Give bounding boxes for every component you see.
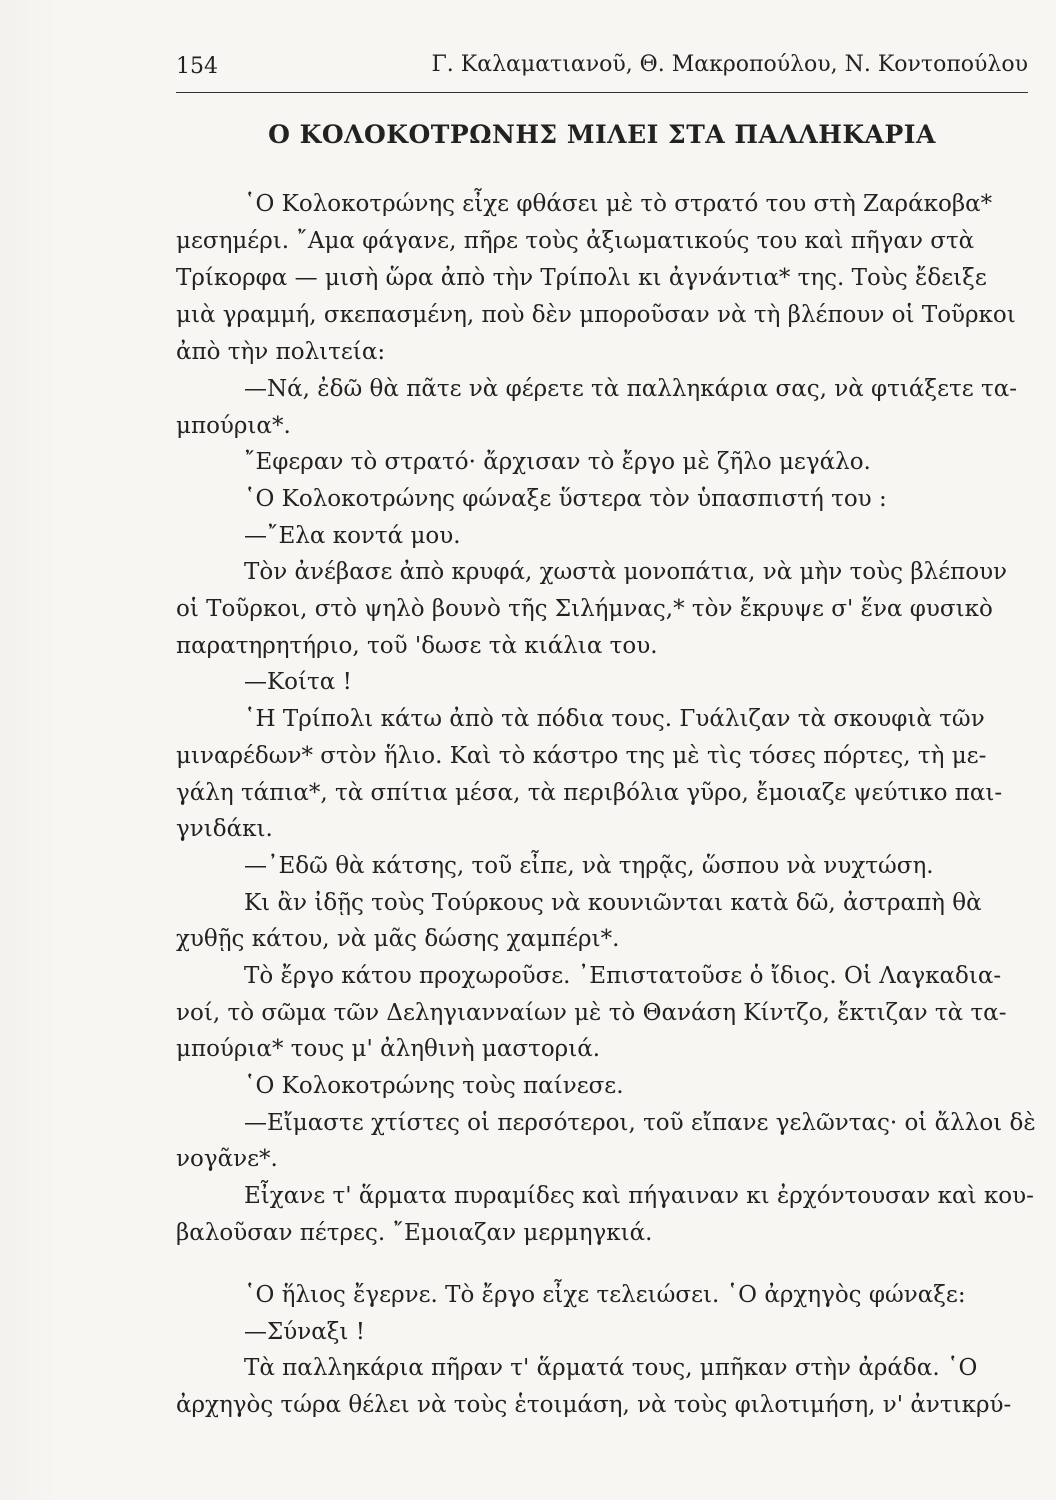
page-number: 154 bbox=[176, 54, 218, 79]
text-line: γάλη τάπια*, τὰ σπίτια μέσα, τὰ περιβόλια γῦρο, ἔμοιαζε ψεύτικο παι- bbox=[176, 780, 1003, 806]
text-line: ῾Ο Κολοκοτρώνης φώναξε ὕστερα τὸν ὑπασπιστή του : bbox=[244, 486, 887, 512]
text-line: μιὰ γραμμή, σκεπασμένη, ποὺ δὲν μποροῦσαν νὰ τὴ βλέπουν οἱ Τοῦρκοι bbox=[176, 302, 1016, 328]
text-line: Κι ἂν ἰδῇς τοὺς Τούρκους νὰ κουνιῶνται κατὰ δῶ, ἀστραπὴ θὰ bbox=[244, 890, 982, 916]
text-line: γνιδάκι. bbox=[176, 816, 273, 842]
text-line: Τὸ ἔργο κάτου προχωροῦσε. ᾿Επιστατοῦσε ὁ ἴδιος. Οἱ Λαγκαδια- bbox=[244, 963, 1002, 989]
text-line: —᾿Εδῶ θὰ κάτσης, τοῦ εἶπε, νὰ τηρᾷς, ὥσπου νὰ νυχτώση. bbox=[244, 853, 934, 879]
text-line: Τὸν ἀνέβασε ἀπὸ κρυφά, χωστὰ μονοπάτια, νὰ μὴν τοὺς βλέπουν bbox=[244, 559, 1008, 585]
running-head: Γ. Καλαματιανοῦ, Θ. Μακροπούλου, Ν. Κοντοπούλου bbox=[431, 52, 1028, 77]
text-line: Τὰ παλληκάρια πῆραν τ' ἅρματά τους, μπῆκαν στὴν ἀράδα. ῾Ο bbox=[244, 1355, 978, 1381]
text-line: Εἶχανε τ' ἅρματα πυραμίδες καὶ πήγαιναν κι ἐρχόντουσαν καὶ κου- bbox=[244, 1183, 1034, 1209]
text-line: μιναρέδων* στὸν ἥλιο. Καὶ τὸ κάστρο της μὲ τὶς τόσες πόρτες, τὴ με- bbox=[176, 743, 987, 769]
text-line: ῎Εφεραν τὸ στρατό· ἄρχισαν τὸ ἔργο μὲ ζῆλο μεγάλο. bbox=[244, 449, 871, 475]
text-line: —῎Ελα κοντά μου. bbox=[244, 523, 461, 549]
text-line: οἱ Τοῦρκοι, στὸ ψηλὸ βουνὸ τῆς Σιλήμνας,* τὸν ἔκρυψε σ' ἕνα φυσικὸ bbox=[176, 596, 993, 622]
text-line: ῾Ο Κολοκοτρώνης τοὺς παίνεσε. bbox=[244, 1073, 624, 1099]
text-line: μπούρια*. bbox=[176, 413, 291, 439]
text-line: —Κοίτα ! bbox=[244, 669, 352, 695]
text-line: —Εἴμαστε χτίστες οἱ περσότεροι, τοῦ εἴπανε γελῶντας· οἱ ἄλλοι δὲ bbox=[244, 1110, 1036, 1136]
text-line: Τρίκορφα — μισὴ ὥρα ἀπὸ τὴν Τρίπολι κι ἀγνάντια* της. Τοὺς ἔδειξε bbox=[176, 265, 987, 291]
text-line: ῾Ο Κολοκοτρώνης εἶχε φθάσει μὲ τὸ στρατό του στὴ Ζαράκοβα* bbox=[244, 191, 993, 217]
text-line: χυθῇς κάτου, νὰ μᾶς δώσης χαμπέρι*. bbox=[176, 926, 620, 952]
text-line: νοί, τὸ σῶμα τῶν Δεληγιανναίων μὲ τὸ Θανάση Κίντζο, ἔκτιζαν τὰ τα- bbox=[176, 1000, 1007, 1026]
text-line: μεσημέρι. ῎Αμα φάγανε, πῆρε τοὺς ἀξιωματικούς του καὶ πῆγαν στὰ bbox=[176, 228, 975, 254]
chapter-title: Ο ΚΟΛΟΚΟΤΡΩΝΗΣ ΜΙΛΕΙ ΣΤΑ ΠΑΛΛΗΚΑΡΙΑ bbox=[268, 120, 936, 149]
text-line: νογᾶνε*. bbox=[176, 1146, 278, 1172]
text-line: ἀπὸ τὴν πολιτεία: bbox=[176, 339, 386, 365]
text-line: —Νά, ἐδῶ θὰ πᾶτε νὰ φέρετε τὰ παλληκάρια σας, νὰ φτιάξετε τα- bbox=[244, 376, 1017, 402]
text-line: ἀρχηγὸς τώρα θέλει νὰ τοὺς ἑτοιμάση, νὰ τοὺς φιλοτιμήση, ν' ἀντικρύ- bbox=[176, 1392, 1012, 1418]
header-rule bbox=[176, 92, 1028, 93]
text-line: ῾Η Τρίπολι κάτω ἀπὸ τὰ πόδια τους. Γυάλιζαν τὰ σκουφιὰ τῶν bbox=[244, 706, 985, 732]
text-line: —Σύναξι ! bbox=[244, 1319, 365, 1345]
text-line: ῾Ο ἥλιος ἔγερνε. Τὸ ἔργο εἶχε τελειώσει. ῾Ο ἀρχηγὸς φώναξε: bbox=[244, 1282, 966, 1308]
text-line: μπούρια* τους μ' ἀληθινὴ μαστοριά. bbox=[176, 1036, 601, 1062]
text-line: παρατηρητήριο, τοῦ 'δωσε τὰ κιάλια του. bbox=[176, 633, 658, 659]
text-line: βαλοῦσαν πέτρες. ῎Εμοιαζαν μερμηγκιά. bbox=[176, 1220, 653, 1246]
